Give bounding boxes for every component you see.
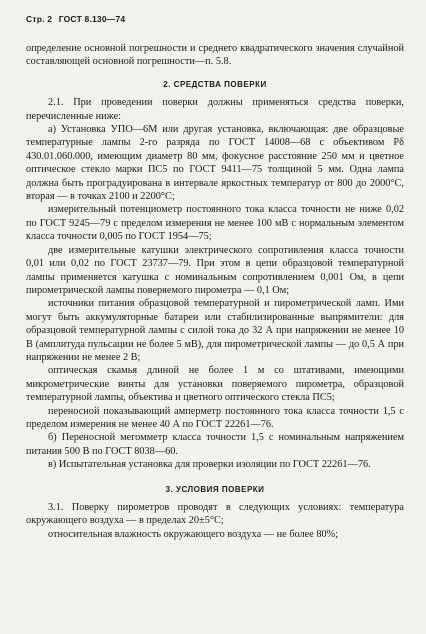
paragraph-resistance-coils: две измерительные катушки электрического сопротивления класса точности 0,01 или 0,02 по ГОСТ 23737—79. При этом в цепи образцовой температурной лампы применяется катушка с номинальным сопротивлением 0,001 Ом, в цепи пирометрической лампы поверяемого пирометра — 0,1 Ом; — [26, 244, 404, 296]
paragraph-2-1: 2.1. При проведении поверки должны применяться средства поверки, перечисленные ниже: — [26, 97, 404, 122]
paragraph-2-1-a: а) Установка УПО—6М или другая установка, включающая: две образцовые температурные лампы 2-го разряда по ГОСТ 14008—68 с объективом Рδ 430.01.060.000, имеющим диаметр 80 мм, фокусное расстояние 250 мм и цветное оптическое стекло марки ПС5 по ГОСТ 9411—75 толщиной 5 мм. Одна лампа должна быть проградуирована в интервале яркостных температур от 800 до 2000°С, вторая — в точках 2100 и 2200°С; — [26, 124, 404, 203]
document-body — [26, 42, 404, 541]
paragraph-2-1-b: б) Переносной мегомметр класса точности 1,5 с номинальным напряжением питания 500 В по ГОСТ 8038—60. — [26, 432, 404, 457]
section-heading-3: 3. УСЛОВИЯ ПОВЕРКИ — [165, 484, 265, 494]
paragraph-potentiometer: измерительный потенциометр постоянного тока класса точности не ниже 0,02 по ГОСТ 9245—79 с пределом измерения не менее 100 мВ с нормальным элементом класса точности 0,005 по ГОСТ 1954—75; — [26, 204, 404, 243]
section-heading-2: 2. СРЕДСТВА ПОВЕРКИ — [163, 79, 267, 89]
intro-paragraph: определение основной погрешности и среднего квадратического значения случайной составляющей основной погрешности—п. 5.8. — [26, 43, 404, 68]
standard-code: ГОСТ 8.130—74 — [58, 14, 126, 24]
page-number: Стр. 2 — [26, 14, 53, 24]
page-header — [26, 14, 129, 24]
paragraph-3-1: 3.1. Поверку пирометров проводят в следующих условиях: температура окружающего воздуха — в пределах 20±5°С; — [26, 502, 404, 527]
paragraph-ammeter: переносной показывающий амперметр постоянного тока класса точности 1,5 с пределом измерения не менее 40 А по ГОСТ 22261—76. — [26, 405, 404, 430]
paragraph-optical-bench: оптическая скамья длиной не более 1 м со штативами, имеющими микрометрические винты для установки поверяемого пирометра, образцовой температурной лампы, объектива и цветного оптического стекла ПС5; — [26, 365, 404, 404]
paragraph-humidity: относительная влажность окружающего воздуха — не более 80%; — [48, 528, 339, 540]
paragraph-2-1-v: в) Испытательная установка для проверки изоляции по ГОСТ 22261—76. — [48, 459, 371, 471]
paragraph-power-sources: источники питания образцовой температурной и пирометрической ламп. Ими могут быть аккумуляторные батареи или стабилизированные выпрямители: для образцовой температурной лампы с силой тока до 32 А при напряжении не менее 10 В (амплитуда пульсации не более 5 мВ), для пирометрической лампы — до 0,5 А при напряжении не менее 2 В; — [26, 298, 404, 363]
